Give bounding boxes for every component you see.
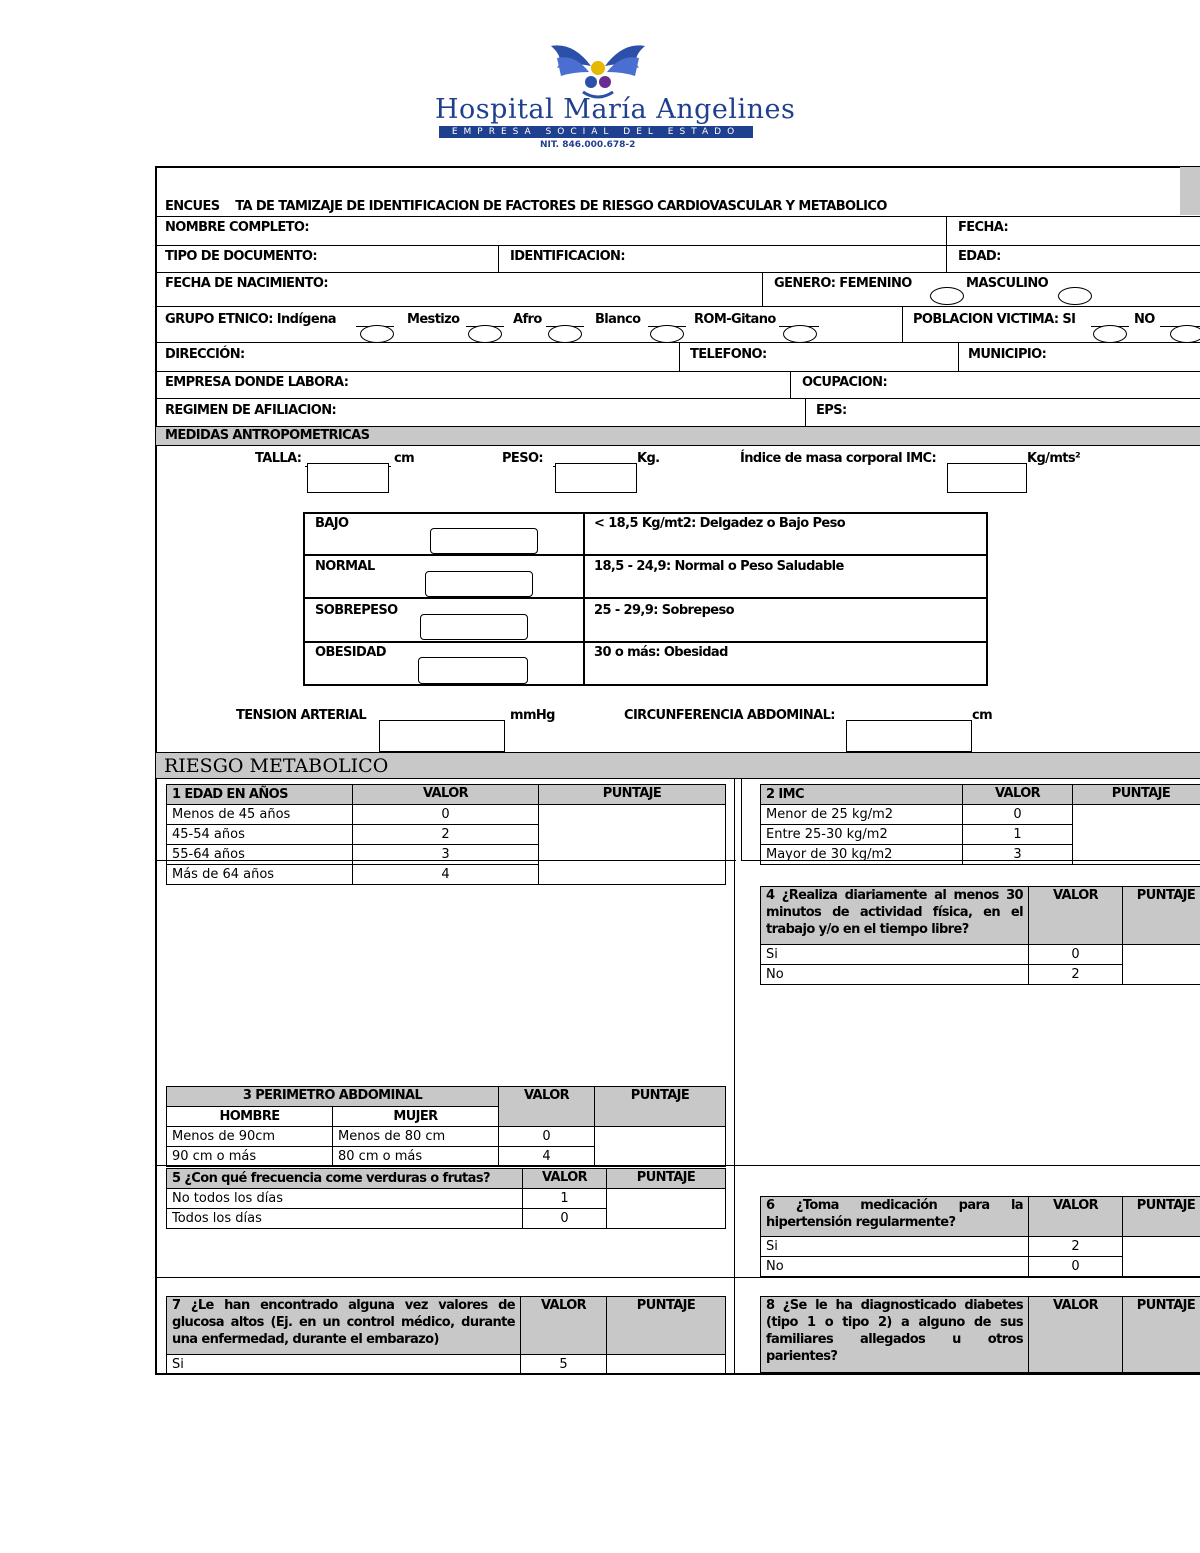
peso-input[interactable] [555, 463, 637, 493]
telefono-label: TELEFONO: [690, 347, 767, 362]
q5-title: 5 ¿Con qué frecuencia come verduras o frutas? [167, 1169, 523, 1189]
answer-label: Si [761, 1237, 1029, 1257]
hombre-header: HOMBRE [167, 1107, 333, 1127]
q8-diabetes-table [760, 1296, 1200, 1373]
puntaje-header: PUNTAJE [607, 1169, 726, 1189]
genero-label: GENERO: FEMENINO [774, 276, 912, 291]
puntaje-header: PUNTAJE [1123, 1297, 1200, 1373]
q4-actividad-table [760, 886, 1200, 985]
fecha-label: FECHA: [958, 220, 1009, 235]
valor-header: VALOR [1029, 1297, 1123, 1373]
tension-label: TENSION ARTERIAL [236, 708, 367, 723]
anthro-section-title: MEDIDAS ANTROPOMETRICAS [165, 428, 370, 443]
tension-unit: mmHg [510, 708, 555, 723]
ocupacion-label: OCUPACION: [802, 375, 888, 390]
etnia-mestizo-option[interactable] [468, 325, 502, 343]
q1-edad-table [166, 784, 726, 885]
q2-imc-table [760, 784, 1200, 865]
etnia-indigena-option[interactable] [360, 325, 394, 343]
direccion-label: DIRECCIÓN: [165, 347, 245, 362]
imc-class-desc: < 18,5 Kg/mt2: Delgadez o Bajo Peso [594, 516, 846, 531]
answer-value: 1 [963, 825, 1073, 845]
answer-label: Si [167, 1355, 521, 1375]
answer-label: 55-64 años [167, 845, 353, 865]
logo-tagline-bar [439, 126, 753, 138]
peso-label: PESO: [502, 451, 544, 466]
hospital-logo [425, 28, 796, 153]
q5-puntaje-cell[interactable] [607, 1189, 726, 1229]
answer-label: No [761, 1257, 1029, 1277]
poblacion-victima-label: POBLACION VICTIMA: SI [913, 312, 1076, 327]
q3-puntaje-cell[interactable] [595, 1127, 726, 1167]
afro-label: Afro [513, 312, 542, 327]
answer-value: 2 [1029, 965, 1123, 985]
blanco-label: Blanco [595, 312, 641, 327]
answer-value: 0 [1029, 1257, 1123, 1277]
answer-value: 0 [1029, 945, 1123, 965]
answer-label: No todos los días [167, 1189, 523, 1209]
puntaje-header: PUNTAJE [539, 785, 726, 805]
imc-class-label: BAJO [315, 516, 349, 531]
fecha-nacimiento-label: FECHA DE NACIMIENTO: [165, 276, 328, 291]
answer-label: Entre 25-30 kg/m2 [761, 825, 963, 845]
puntaje-header: PUNTAJE [1073, 785, 1200, 805]
rom-label: ROM-Gitano [694, 312, 776, 327]
answer-value: 4 [353, 865, 539, 885]
answer-value: 2 [1029, 1237, 1123, 1257]
mestizo-label: Mestizo [407, 312, 460, 327]
q5-verduras-table [166, 1168, 726, 1229]
q7-glucosa-table [166, 1296, 726, 1375]
regimen-label: REGIMEN DE AFILIACION: [165, 403, 337, 418]
q7-title: 7 ¿Le han encontrado alguna vez valores de glucosa altos (Ej. en un control médico, durante una enfermedad, durante el embarazo) [167, 1297, 521, 1355]
identificacion-label: IDENTIFICACION: [510, 249, 625, 264]
imc-class-label: SOBREPESO [315, 603, 398, 618]
imc-class-label: OBESIDAD [315, 645, 386, 660]
answer-label: 80 cm o más [333, 1147, 499, 1167]
imc-class-desc: 30 o más: Obesidad [594, 645, 728, 660]
logo-nit: NIT. 846.000.678-2 [540, 140, 636, 150]
answer-value: 2 [353, 825, 539, 845]
answer-label: Menor de 25 kg/m2 [761, 805, 963, 825]
valor-header: VALOR [521, 1297, 607, 1355]
form-title: ENCUES TA DE TAMIZAJE DE IDENTIFICACION DE FACTORES DE RIESGO CARDIOVASCULAR Y METABOLICO [165, 199, 887, 214]
peso-unit: Kg. [637, 451, 660, 466]
answer-label: Mayor de 30 kg/m2 [761, 845, 963, 865]
anthro-section-header [156, 427, 1200, 445]
q7-puntaje-cell[interactable] [607, 1355, 726, 1375]
valor-header: VALOR [963, 785, 1073, 805]
puntaje-header: PUNTAJE [607, 1297, 726, 1355]
answer-value: 0 [499, 1127, 595, 1147]
tipo-documento-label: TIPO DE DOCUMENTO: [165, 249, 317, 264]
answer-label: Si [761, 945, 1029, 965]
etnia-blanco-option[interactable] [650, 325, 684, 343]
imc-obesidad-checkbox[interactable] [418, 657, 528, 684]
circunferencia-label: CIRCUNFERENCIA ABDOMINAL: [624, 708, 835, 723]
q3-title: 3 PERIMETRO ABDOMINAL [167, 1087, 499, 1107]
answer-label: 45-54 años [167, 825, 353, 845]
talla-input[interactable] [307, 463, 389, 493]
etnia-afro-option[interactable] [548, 325, 582, 343]
circunferencia-input[interactable] [846, 720, 972, 752]
riesgo-header [156, 752, 1200, 779]
puntaje-header: PUNTAJE [595, 1087, 726, 1127]
talla-unit: cm [394, 451, 415, 466]
answer-value: 0 [963, 805, 1073, 825]
answer-value: 3 [963, 845, 1073, 865]
nombre-label: NOMBRE COMPLETO: [165, 220, 309, 235]
imc-label: Índice de masa corporal IMC: [740, 451, 937, 466]
imc-class-desc: 25 - 29,9: Sobrepeso [594, 603, 734, 618]
answer-label: No [761, 965, 1029, 985]
answer-value: 5 [521, 1355, 607, 1375]
answer-label: Más de 64 años [167, 865, 353, 885]
q2-puntaje-cell[interactable] [1073, 805, 1200, 865]
valor-header: VALOR [1029, 1197, 1123, 1237]
etnia-rom-option[interactable] [783, 325, 817, 343]
valor-header: VALOR [523, 1169, 607, 1189]
imc-bajo-checkbox[interactable] [430, 528, 538, 554]
eps-label: EPS: [816, 403, 847, 418]
answer-value: 3 [353, 845, 539, 865]
answer-value: 4 [499, 1147, 595, 1167]
valor-header: VALOR [499, 1087, 595, 1127]
imc-unit: Kg/mts² [1027, 451, 1081, 466]
victima-no-label: NO [1134, 312, 1155, 327]
circunferencia-unit: cm [972, 708, 993, 723]
logo-tagline: EMPRESA SOCIAL DEL ESTADO [451, 127, 741, 137]
q4-puntaje-cell[interactable] [1123, 945, 1200, 985]
answer-label: Menos de 90cm [167, 1127, 333, 1147]
imc-input[interactable] [947, 463, 1027, 493]
q1-title: 1 EDAD EN AÑOS [167, 785, 353, 805]
form-title-bar [1180, 167, 1200, 215]
tension-input[interactable] [379, 720, 505, 752]
imc-class-label: NORMAL [315, 559, 375, 574]
answer-value: 1 [523, 1189, 607, 1209]
riesgo-title: RIESGO METABOLICO [164, 755, 389, 777]
empresa-label: EMPRESA DONDE LABORA: [165, 375, 349, 390]
puntaje-header: PUNTAJE [1123, 1197, 1200, 1237]
q6-medicacion-table [760, 1196, 1200, 1277]
masculino-label: MASCULINO [966, 276, 1049, 291]
q1-puntaje-cell[interactable] [539, 805, 726, 885]
puntaje-header: PUNTAJE [1123, 887, 1200, 945]
imc-class-desc: 18,5 - 24,9: Normal o Peso Saludable [594, 559, 844, 574]
q3-perimetro-table [166, 1086, 726, 1167]
imc-normal-checkbox[interactable] [425, 571, 533, 597]
answer-label: Todos los días [167, 1209, 523, 1229]
genero-femenino-option[interactable] [930, 287, 964, 305]
talla-label: TALLA: [255, 451, 302, 466]
q2-title: 2 IMC [761, 785, 963, 805]
genero-masculino-option[interactable] [1058, 287, 1092, 305]
q6-puntaje-cell[interactable] [1123, 1237, 1200, 1277]
victima-si-option[interactable] [1093, 325, 1127, 343]
answer-value: 0 [523, 1209, 607, 1229]
answer-label: Menos de 45 años [167, 805, 353, 825]
grupo-etnico-label: GRUPO ETNICO: Indígena [165, 312, 336, 327]
answer-label: 90 cm o más [167, 1147, 333, 1167]
municipio-label: MUNICIPIO: [968, 347, 1047, 362]
valor-header: VALOR [1029, 887, 1123, 945]
q4-title: 4 ¿Realiza diariamente al menos 30 minutos de actividad física, en el trabajo y/o en el tiempo libre? [761, 887, 1029, 945]
mujer-header: MUJER [333, 1107, 499, 1127]
victima-no-option[interactable] [1170, 325, 1200, 343]
q6-title: 6 ¿Toma medicación para la hipertensión regularmente? [761, 1197, 1029, 1237]
valor-header: VALOR [353, 785, 539, 805]
edad-label: EDAD: [958, 249, 1001, 264]
q8-title: 8 ¿Se le ha diagnosticado diabetes (tipo 1 o tipo 2) a alguno de sus familiares allegados u otros parientes? [761, 1297, 1029, 1373]
logo-name: Hospital María Angelines [435, 94, 796, 125]
answer-value: 0 [353, 805, 539, 825]
imc-sobrepeso-checkbox[interactable] [420, 614, 528, 640]
answer-label: Menos de 80 cm [333, 1127, 499, 1147]
